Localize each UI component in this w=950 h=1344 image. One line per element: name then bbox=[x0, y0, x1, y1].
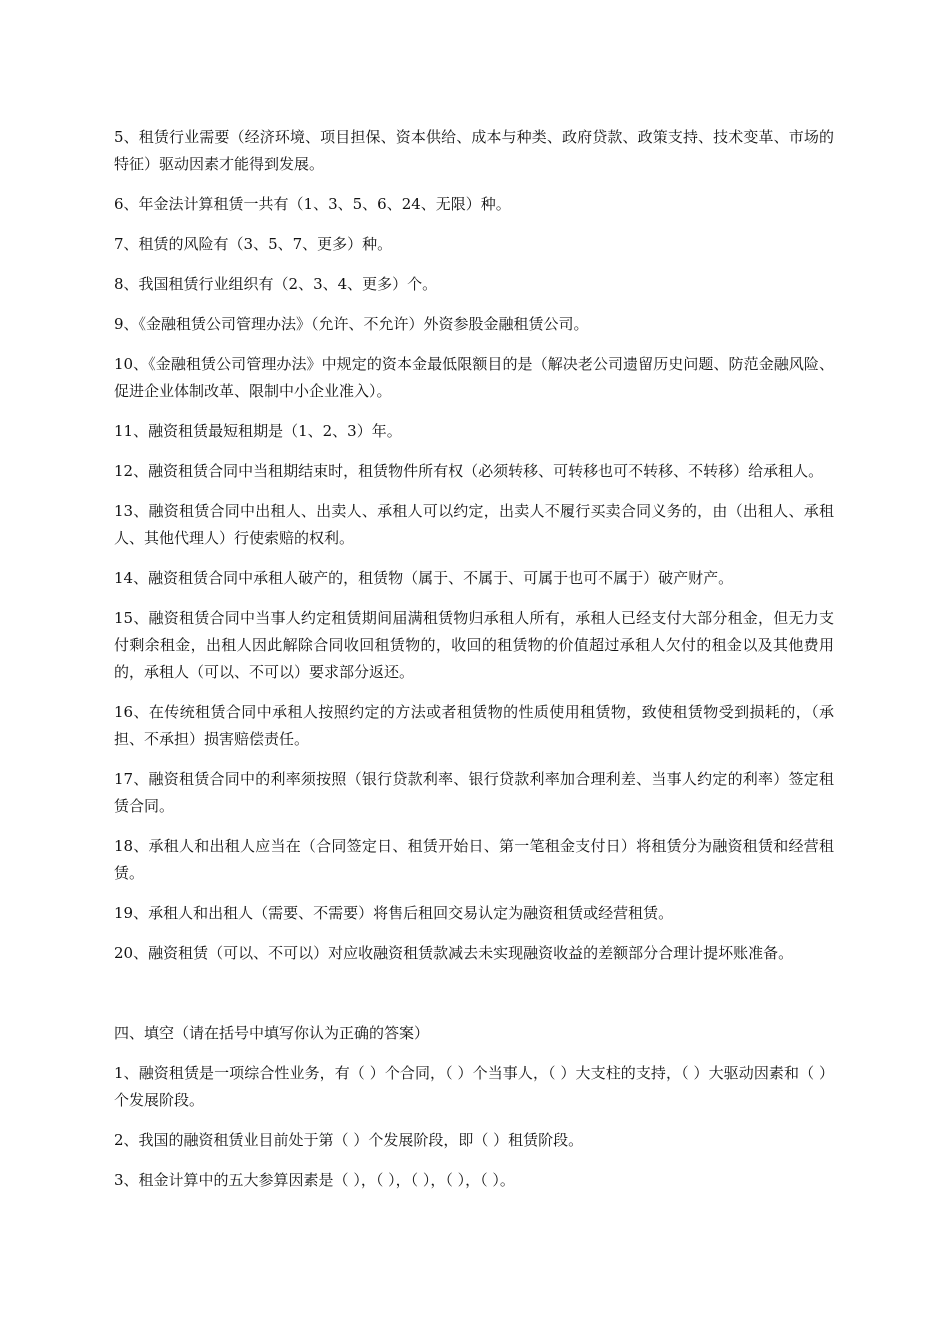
section-heading: 四、填空（请在括号中填写你认为正确的答案） bbox=[114, 1024, 430, 1042]
question-item: 7、租赁的风险有（3、5、7、更多）种。 bbox=[114, 235, 393, 253]
question-item: 18、承租人和出租人应当在（合同签定日、租赁开始日、第一笔租金支付日）将租赁分为融资租赁和经营租赁。 bbox=[114, 837, 834, 882]
question-item: 15、融资租赁合同中当事人约定租赁期间届满租赁物归承租人所有，承租人已经支付大部分租金，但无力支付剩余租金，出租人因此解除合同收回租赁物的，收回的租赁物的价值超过承租人欠付的租金以及其他费用的，承租人（可以、不可以）要求部分返还。 bbox=[114, 609, 834, 681]
question-item: 12、融资租赁合同中当租期结束时，租赁物件所有权（必须转移、可转移也可不转移、不转移）给承租人。 bbox=[114, 462, 824, 480]
question-item: 14、融资租赁合同中承租人破产的，租赁物（属于、不属于、可属于也可不属于）破产财产。 bbox=[114, 569, 734, 587]
question-item: 6、年金法计算租赁一共有（1、3、5、6、24、无限）种。 bbox=[114, 195, 511, 213]
question-item: 10、《金融租赁公司管理办法》中规定的资本金最低限额目的是（解决老公司遗留历史问题、防范金融风险、促进企业体制改革、限制中小企业准入）。 bbox=[114, 355, 834, 400]
question-item: 20、融资租赁（可以、不可以）对应收融资租赁款减去未实现融资收益的差额部分合理计提坏账准备。 bbox=[114, 944, 794, 962]
question-item: 8、我国租赁行业组织有（2、3、4、更多）个。 bbox=[114, 275, 438, 293]
fill-blank-item: 1、融资租赁是一项综合性业务，有（ ）个合同，（ ）个当事人，（ ）大支柱的支持，（ ）大驱动因素和（ ）个发展阶段。 bbox=[114, 1064, 834, 1109]
question-item: 17、融资租赁合同中的利率须按照（银行贷款利率、银行贷款利率加合理利差、当事人约定的利率）签定租赁合同。 bbox=[114, 770, 834, 815]
question-item: 5、租赁行业需要（经济环境、项目担保、资本供给、成本与种类、政府贷款、政策支持、技术变革、市场的特征）驱动因素才能得到发展。 bbox=[114, 128, 834, 173]
document-body bbox=[114, 124, 834, 1207]
question-item: 16、在传统租赁合同中承租人按照约定的方法或者租赁物的性质使用租赁物，致使租赁物受到损耗的，（承担、不承担）损害赔偿责任。 bbox=[114, 703, 834, 748]
fill-blank-item: 2、我国的融资租赁业目前处于第（ ）个发展阶段，即（ ）租赁阶段。 bbox=[114, 1131, 584, 1149]
question-item: 9、《金融租赁公司管理办法》（允许、不允许）外资参股金融租赁公司。 bbox=[114, 315, 589, 333]
question-item: 11、融资租赁最短租期是（1、2、3）年。 bbox=[114, 422, 402, 440]
question-item: 19、承租人和出租人（需要、不需要）将售后租回交易认定为融资租赁或经营租赁。 bbox=[114, 904, 674, 922]
section-spacer bbox=[114, 980, 834, 1020]
question-item: 13、融资租赁合同中出租人、出卖人、承租人可以约定，出卖人不履行买卖合同义务的，由（出租人、承租人、其他代理人）行使索赔的权利。 bbox=[114, 502, 834, 547]
fill-blank-item: 3、租金计算中的五大参算因素是（ ），（ ），（ ），（ ），（ ）。 bbox=[114, 1171, 515, 1189]
